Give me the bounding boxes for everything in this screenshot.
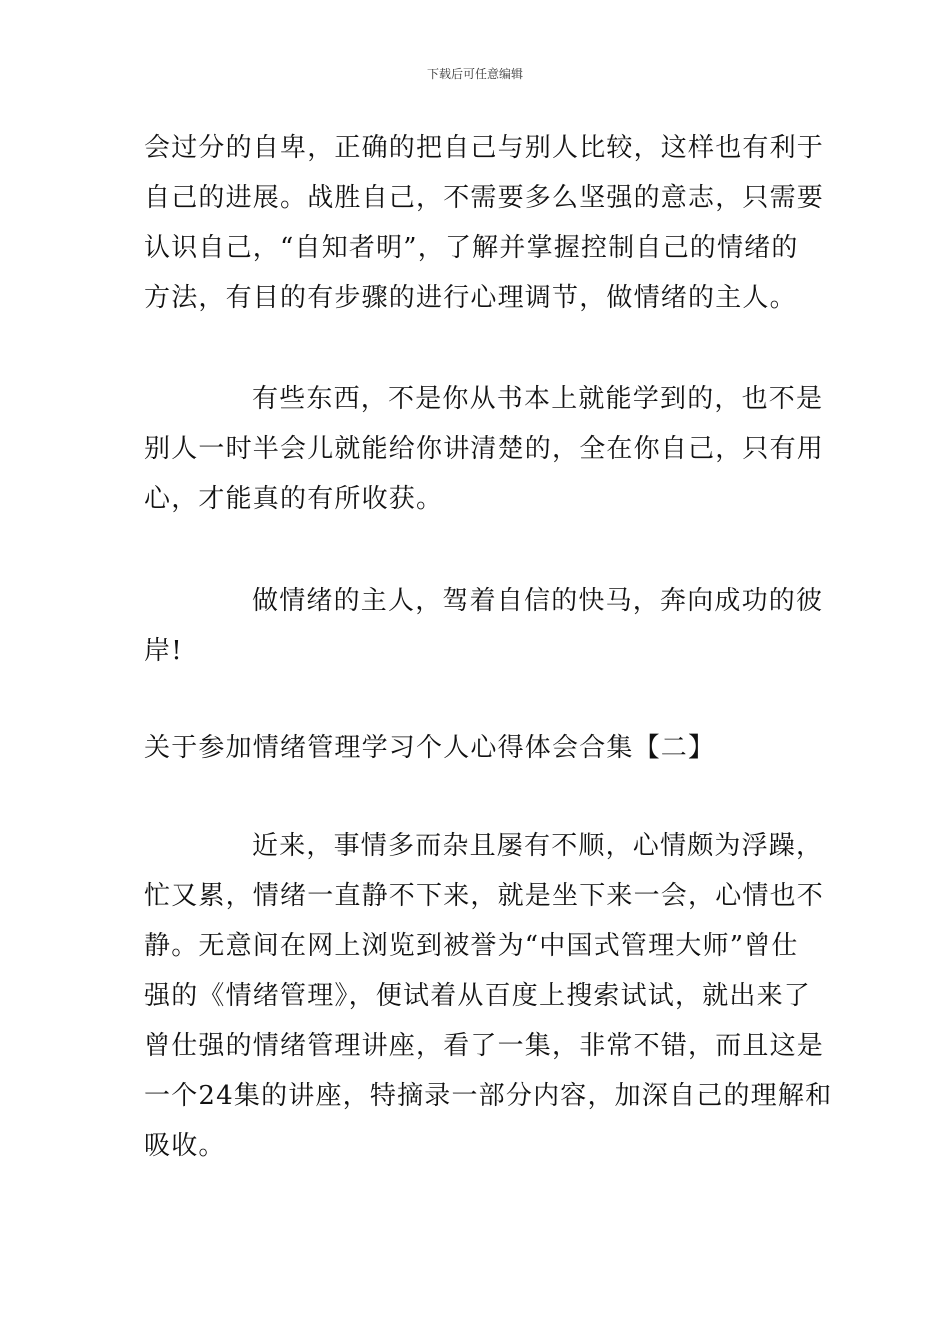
text-line: 忙又累，情绪一直静不下来，就是坐下来一会，心情也不 — [144, 881, 825, 911]
section-heading — [144, 723, 814, 773]
text-line: 近来，事情多而杂且屡有不顺，心情颇为浮躁， — [252, 831, 824, 861]
text-line: 曾仕强的情绪管理讲座，看了一集，非常不错，而且这是 — [144, 1031, 825, 1061]
text-line: 认识自己，“自知者明”，了解并掌握控制自己的情绪的 — [144, 233, 799, 263]
text-line: 强的《情绪管理》，便试着从百度上搜索试试，就出来了 — [144, 981, 812, 1011]
paragraph-master-emotions — [144, 576, 824, 676]
text-line: 会过分的自卑，正确的把自己与别人比较，这样也有利于 — [144, 133, 825, 163]
text-line: 岸! — [144, 636, 183, 666]
text-line: 别人一时半会儿就能给你讲清楚的，全在你自己，只有用 — [144, 434, 825, 464]
paragraph-self-mastery — [144, 123, 825, 323]
text-line: 静。无意间在网上浏览到被誉为“中国式管理大师”曾仕 — [144, 931, 799, 961]
text-line: 做情绪的主人，驾着自信的快马，奔向成功的彼 — [252, 586, 824, 616]
text-line: 一个24集的讲座，特摘录一部分内容，加深自己的理解和 — [144, 1081, 833, 1111]
page-header: 下载后可任意编辑 — [426, 67, 523, 81]
text-line: 自己的进展。战胜自己，不需要多么坚强的意志，只需要 — [144, 183, 825, 213]
section-heading-text: 关于参加情绪管理学习个人心得体会合集【二】 — [144, 733, 716, 763]
text-line: 心，才能真的有所收获。 — [144, 484, 444, 514]
paragraph-learn-yourself — [144, 374, 825, 524]
paragraph-recent-events — [144, 821, 833, 1171]
text-line: 吸收。 — [144, 1131, 226, 1161]
text-line: 方法，有目的有步骤的进行心理调节，做情绪的主人。 — [144, 283, 797, 313]
text-line: 有些东西，不是你从书本上就能学到的，也不是 — [252, 384, 824, 414]
